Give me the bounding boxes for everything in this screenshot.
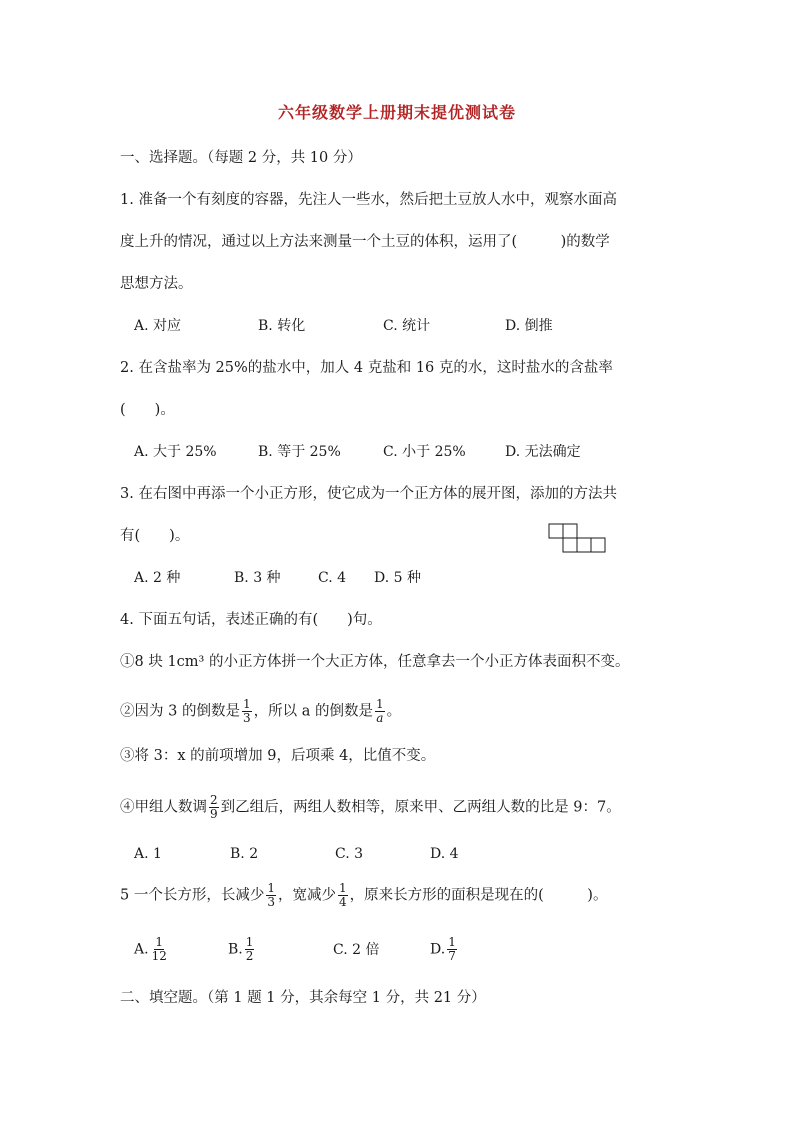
section-heading-fill-in: 二、填空题。（第 1 题 1 分，其余每空 1 分，共 21 分） — [120, 990, 486, 1006]
question-1-line-2: 度上升的情况，通过以上方法来测量一个土豆的体积，运用了( )的数学 — [120, 234, 610, 250]
question-2-option-a: A. 大于 25% — [134, 444, 217, 460]
fraction: $\frac{1}{2}$ — [245, 935, 254, 963]
question-2-option-b: B. 等于 25% — [258, 444, 341, 460]
question-1-line-3: 思想方法。 — [120, 276, 193, 292]
question-2-option-c: C. 小于 25% — [383, 444, 466, 460]
question-2-option-d: D. 无法确定 — [505, 444, 581, 460]
question-3-line-2: 有( )。 — [120, 528, 190, 544]
question-3-option-a: A. 2 种 — [134, 570, 181, 586]
question-4-statement-1: ①8 块 1cm³ 的小正方体拼一个大正方体，任意拿去一个小正方体表面积不变。 — [120, 654, 630, 670]
question-5-option-a: A. $\frac{1}{12}$ — [134, 935, 167, 963]
question-5-line-1: 5 一个长方形，长减少 $\frac{1}{3}$ ，宽减少 $\frac{1}{4}$ ，原来长方形的面积是现在的( )。 — [120, 881, 608, 909]
question-4-option-a: A. 1 — [134, 846, 162, 862]
question-1-option-a: A. 对应 — [134, 318, 182, 334]
fraction: $\frac{1}{a}$ — [375, 697, 384, 725]
question-1-option-b: B. 转化 — [258, 318, 306, 334]
fraction: $\frac{1}{7}$ — [448, 935, 456, 963]
question-1-line-1: 1. 准备一个有刻度的容器，先注人一些水，然后把土豆放人水中，观察水面高 — [120, 192, 617, 208]
fraction: $\frac{1}{4}$ — [338, 881, 347, 909]
net-square — [549, 524, 563, 538]
question-5-option-d: D. $\frac{1}{7}$ — [430, 935, 456, 963]
fraction: $\frac{1}{3}$ — [267, 881, 275, 909]
section-heading-choice: 一、选择题。（每题 2 分，共 10 分） — [120, 150, 362, 166]
question-1-option-d: D. 倒推 — [505, 318, 553, 334]
cube-net-figure — [548, 523, 608, 553]
question-3-option-c: C. 4 — [318, 570, 347, 586]
question-4-statement-2: ②因为 3 的倒数是 $\frac{1}{3}$ ，所以 a 的倒数是 $\frac{1}{a}$ 。 — [120, 697, 402, 725]
net-square — [563, 524, 577, 538]
question-2-line-1: 2. 在含盐率为 25%的盐水中，加人 4 克盐和 16 克的水，这时盐水的含盐率 — [120, 360, 613, 376]
fraction: $\frac{1}{3}$ — [242, 697, 251, 725]
question-5-option-b: B. $\frac{1}{2}$ — [228, 935, 254, 963]
question-2-line-2: ( )。 — [120, 402, 175, 418]
net-square — [591, 538, 605, 552]
question-3-line-1: 3. 在右图中再添一个小正方形，使它成为一个正方体的展开图，添加的方法共 — [120, 486, 617, 502]
question-3-option-b: B. 3 种 — [234, 570, 281, 586]
question-4-option-d: D. 4 — [430, 846, 459, 862]
question-4-statement-3: ③将 3：x 的前项增加 9，后项乘 4，比值不变。 — [120, 748, 436, 764]
fraction: $\frac{2}{9}$ — [210, 793, 218, 821]
net-square — [563, 538, 577, 552]
page-title: 六年级数学上册期末提优测试卷 — [277, 103, 516, 122]
question-5-option-c: C. 2 倍 — [333, 942, 380, 958]
question-4-option-b: B. 2 — [230, 846, 259, 862]
question-4-option-c: C. 3 — [335, 846, 364, 862]
question-1-option-c: C. 统计 — [383, 318, 431, 334]
question-4-line-1: 4. 下面五句话，表述正确的有( )句。 — [120, 612, 382, 628]
fraction: $\frac{1}{12}$ — [151, 935, 167, 963]
question-3-option-d: D. 5 种 — [374, 570, 421, 586]
question-4-statement-4: ④甲组人数调 $\frac{2}{9}$ 到乙组后，两组人数相等，原来甲、乙两组人数的比是 9：7。 — [120, 793, 621, 821]
net-square — [577, 538, 591, 552]
